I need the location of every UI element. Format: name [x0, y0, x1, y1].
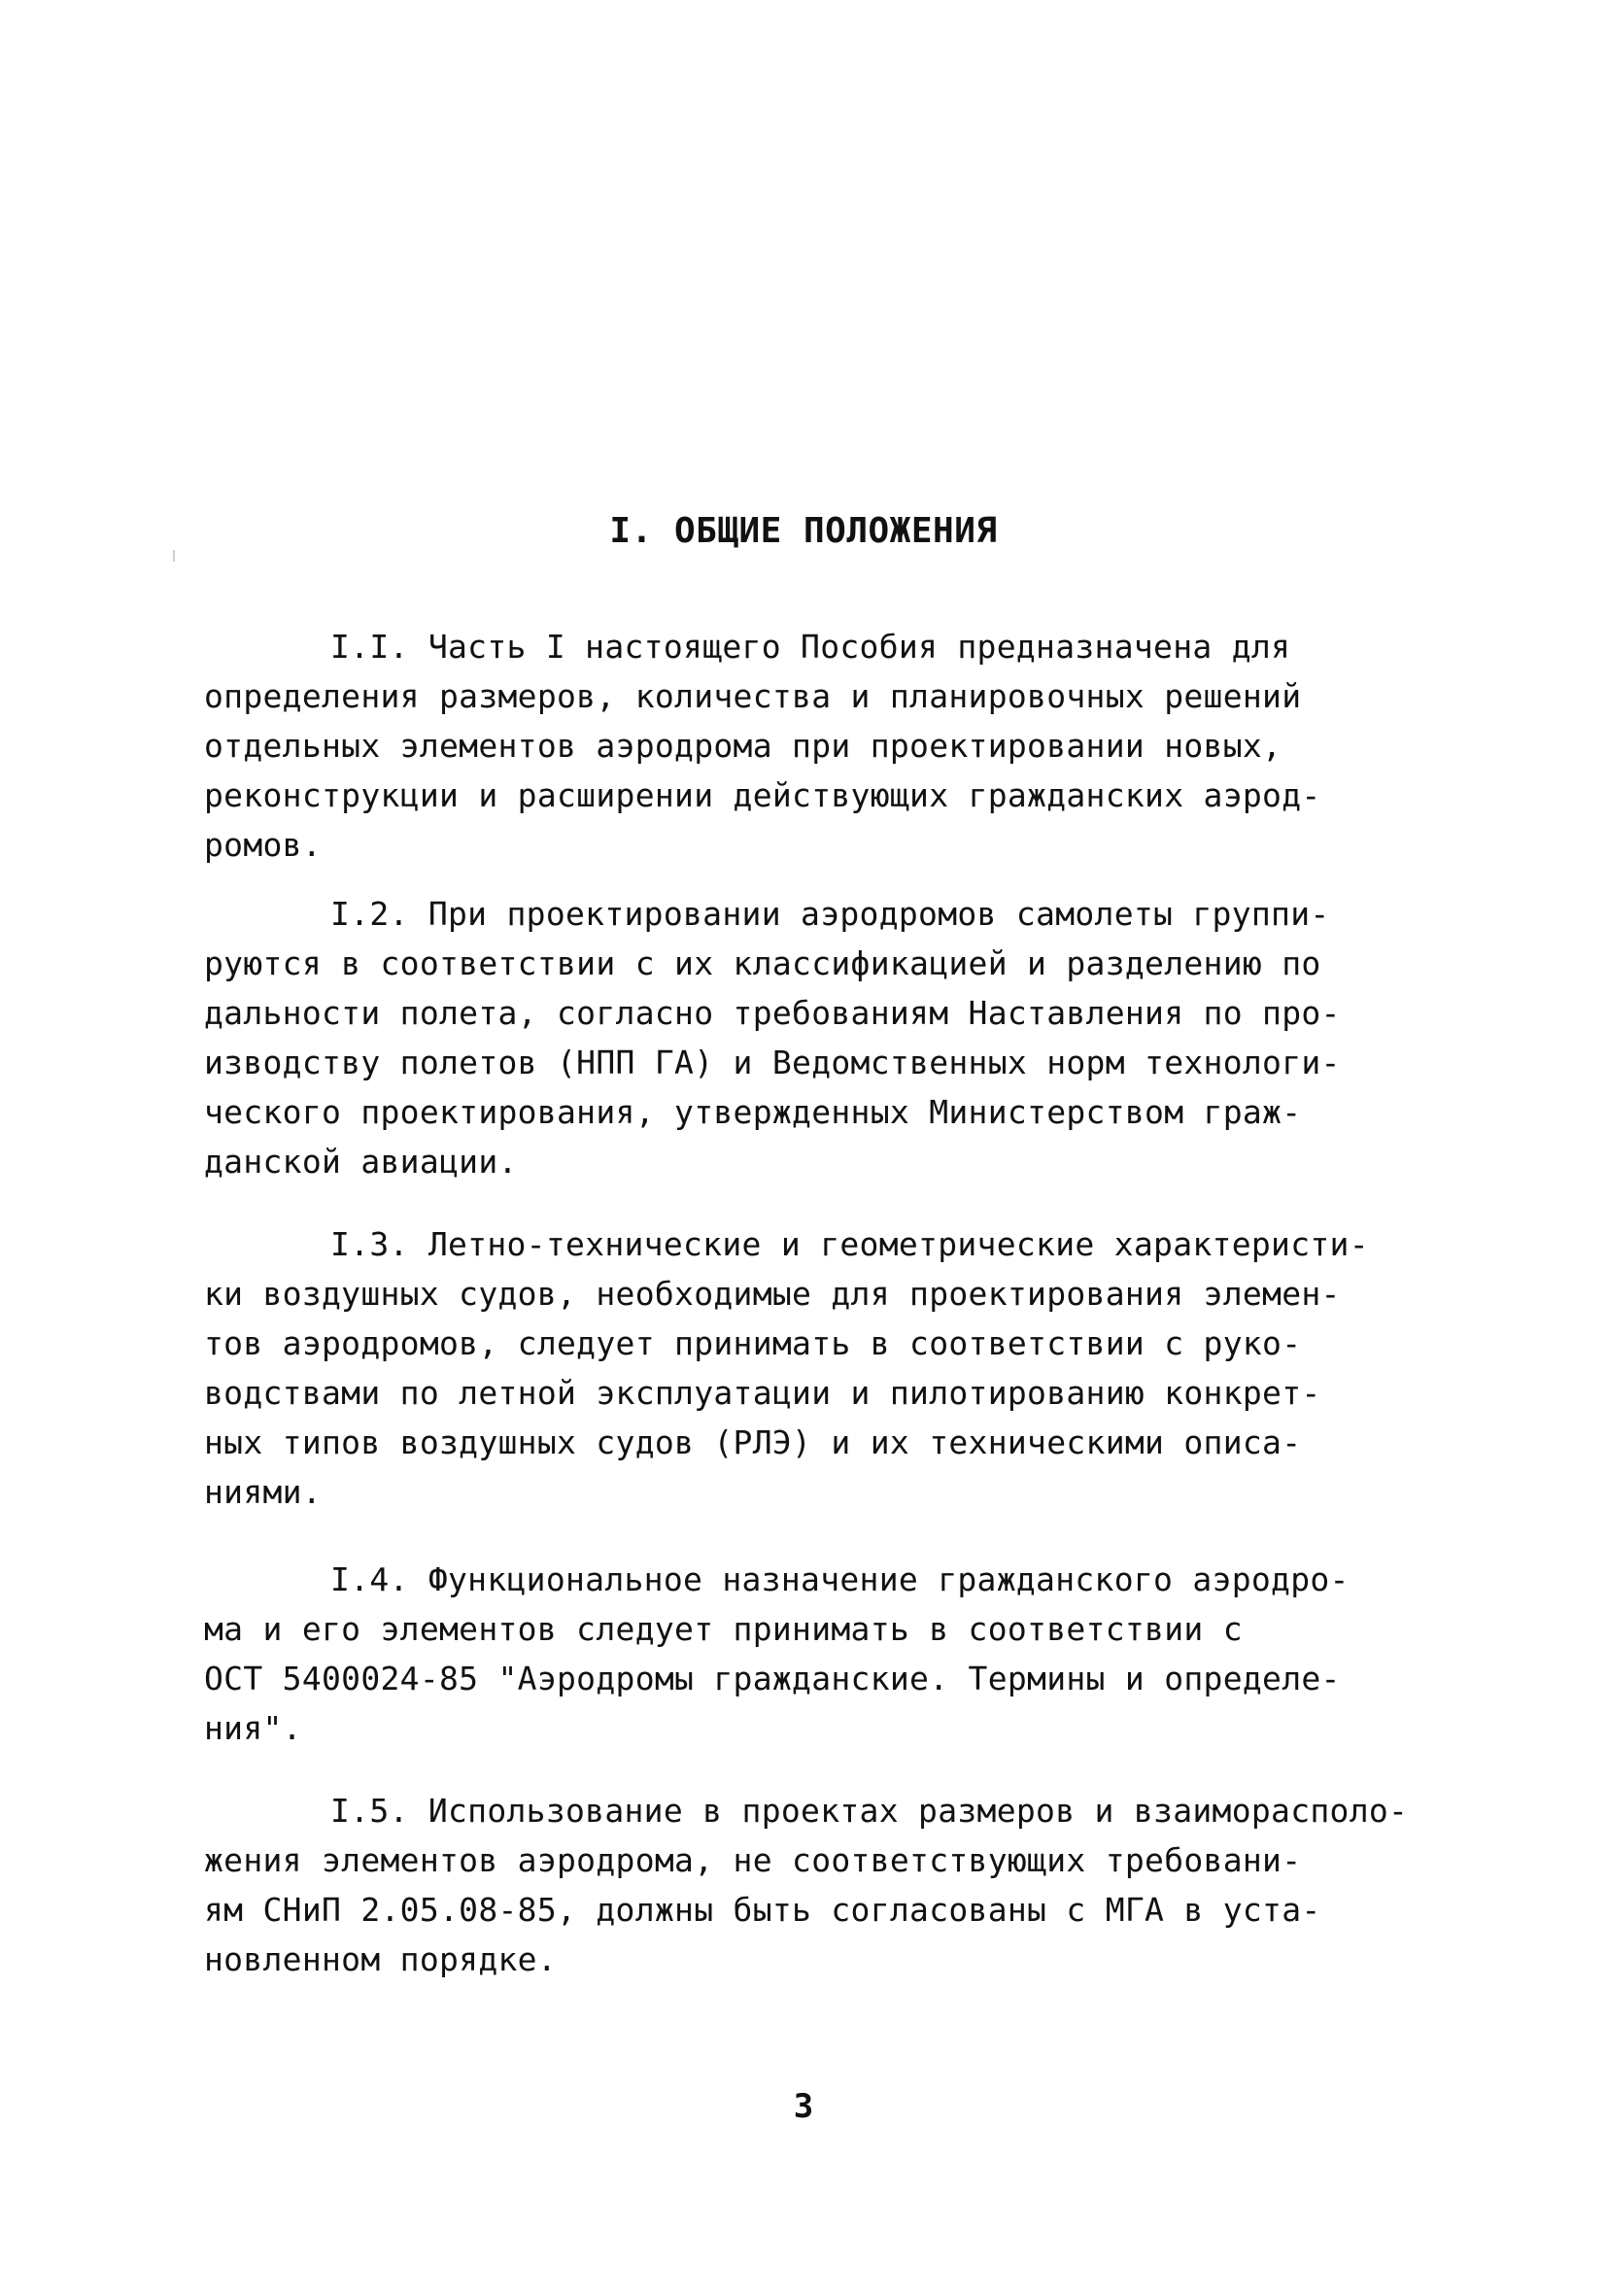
paragraph-line: ных типов воздушных судов (РЛЭ) и их техническими описа- [204, 1423, 1302, 1461]
paragraph-line: определения размеров, количества и планировочных решений [204, 677, 1302, 715]
paragraph-line: жения элементов аэродрома, не соответствующих требовани- [204, 1841, 1302, 1879]
paragraph-line: ниями. [204, 1473, 323, 1511]
scan-artifact [173, 550, 175, 562]
paragraph-line: ям СНиП 2.05.08-85, должны быть согласованы с МГА в уста- [204, 1891, 1321, 1929]
paragraph-1-4 [204, 1555, 1399, 1753]
page-number: 3 [793, 2087, 814, 2126]
paragraph-1-5 [204, 1786, 1409, 1984]
paragraph-line: руются в соответствии с их классификацией и разделению по [204, 944, 1321, 982]
paragraph-1-2 [204, 889, 1399, 1186]
paragraph-line: ма и его элементов следует принимать в соответствии с [204, 1610, 1243, 1648]
paragraph-line: отдельных элементов аэродрома при проектировании новых, [204, 727, 1282, 765]
paragraph-line: I.5. Использование в проектах размеров и взаиморасполо- [330, 1792, 1409, 1830]
paragraph-line: I.3. Летно-технические и геометрические характеристи- [330, 1225, 1369, 1263]
paragraph-1-1 [204, 622, 1399, 870]
paragraph-line: водствами по летной эксплуатации и пилотированию конкрет- [204, 1374, 1321, 1412]
paragraph-line: тов аэродромов, следует принимать в соответствии с руко- [204, 1324, 1302, 1362]
paragraph-line: изводству полетов (НПП ГА) и Ведомственных норм технологи- [204, 1044, 1341, 1081]
paragraph-line: дальности полета, согласно требованиям Наставления по про- [204, 994, 1341, 1032]
paragraph-line: ческого проектирования, утвержденных Министерством граж- [204, 1093, 1302, 1131]
paragraph-line: ки воздушных судов, необходимые для проектирования элемен- [204, 1275, 1341, 1313]
paragraph-1-3 [204, 1219, 1399, 1517]
paragraph-line: ромов. [204, 826, 323, 864]
paragraph-line: реконструкции и расширении действующих гражданских аэрод- [204, 776, 1321, 814]
paragraph-line: I.I. Часть I настоящего Пособия предназначена для [330, 628, 1291, 666]
paragraph-line: ОСТ 5400024-85 "Аэродромы гражданские. Термины и определе- [204, 1660, 1341, 1697]
paragraph-line: I.4. Функциональное назначение гражданского аэродро- [330, 1560, 1350, 1598]
paragraph-line: данской авиации. [204, 1143, 518, 1181]
paragraph-line: I.2. При проектировании аэродромов самолеты группи- [330, 895, 1330, 933]
paragraph-line: ния". [204, 1709, 302, 1747]
section-title: I. ОБЩИЕ ПОЛОЖЕНИЯ [609, 511, 998, 551]
paragraph-line: новленном порядке. [204, 1940, 558, 1978]
